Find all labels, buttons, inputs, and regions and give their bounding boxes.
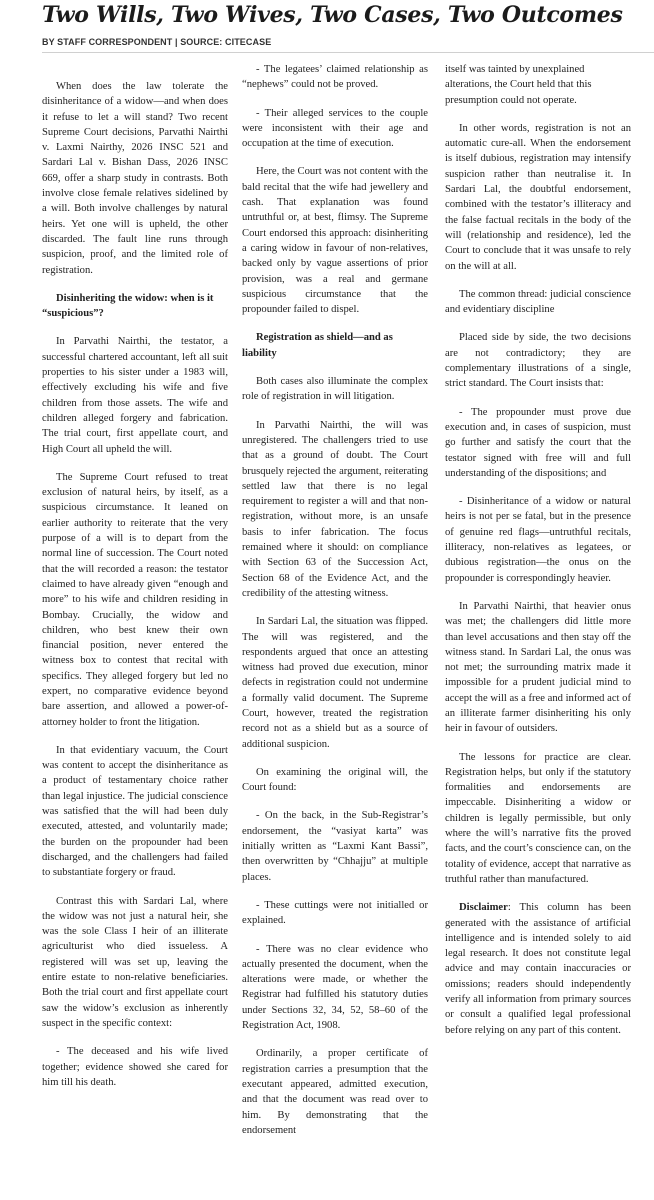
paragraph: Ordinarily, a proper certificate of registration carries a presumption that the executant appeared, admitted execution, and that the document was read over to him. By demonstrating that the endorsement: [242, 1048, 428, 1136]
disclaimer: [445, 900, 631, 1038]
section-heading: Registration as shield—and as liability: [242, 332, 393, 359]
disclaimer-text: : This column has been generated with the assistance of artificial intelligence and is intended solely to aid legal research. It does not constitute legal advice and may contain inaccuracies or omissions; readers should independently verify all information from primary sources or consult a qualified legal professional before relying on any part of this content.: [445, 902, 631, 1036]
paragraph: Placed side by side, the two decisions are not contradictory; they are complementary illustrations of a single, strict standard. The Court insists that:: [445, 332, 631, 390]
paragraph: When does the law tolerate the disinheritance of a widow—and when does it refuse to let a will stand? Two recent Supreme Court decisions, Parvathi Nairthi v. Laxmi Nairthy, 2026 INSC 521 and Sardari Lal v. Bishan Dass, 2026 INSC 669, offer a sharp study in contrasts. Both involve close female relatives sidelined by a will. Both involve challenges by natural heirs. Yet one will is upheld, the other discarded. The fault line runs through suspicion, proof, and the limited role of registration.: [42, 81, 228, 276]
article-headline: Two Wills, Two Wives, Two Cases, Two Outcomes: [42, 2, 623, 28]
paragraph: The common thread: judicial conscience and evidentiary discipline: [445, 288, 631, 316]
paragraph: In that evidentiary vacuum, the Court was content to accept the disinheritance as a product of testamentary choice rather than legal injustice. The judicial conscience was satisfied that the will had been duly executed, attested, and voluntarily made; the burden on the propounder had been discharged, and the challengers had failed to substantiate forgery or fraud.: [42, 744, 228, 879]
disclaimer-label: Disclaimer: [459, 902, 508, 914]
paragraph: Contrast this with Sardari Lal, where the widow was not just a natural heir, she was the sole Class I heir of an illiterate agriculturist who died issueless. A registered will was set up, leaving the entire estate to non-relative beneficiaries. Both the trial court and first appellate court saw the widow’s exclusion as inherently suspect in the specific context:: [42, 895, 228, 1029]
bullet-paragraph: - The propounder must prove due execution and, in cases of suspicion, must go further and satisfy the court that the testator signed with free will and full understanding of the dispositions; and: [445, 406, 631, 479]
bullet-paragraph: - The legatees’ claimed relationship as “nephews” could not be proved.: [242, 64, 428, 91]
paragraph: In other words, registration is not an automatic cure-all. When the endorsement is itself dubious, registration may intensify suspicion rather than neutralise it. In Sardari Lal, the doubtful endorsement, combined with the testator’s illiteracy and the false factual recitals in the body of the will (relationship and residence), led the Court to conclude that it was unsafe to rely on the will at all.: [445, 122, 631, 272]
header-divider: [42, 52, 654, 53]
article-column-2: [242, 62, 428, 1151]
paragraph: In Sardari Lal, the situation was flipped. The will was registered, and the respondents argued that once an attesting witness had proved due execution, minor defects in registration could not undermine a formally valid document. The Supreme Court, however, treated the registration record not as a shield but as a source of additional suspicion.: [242, 616, 428, 750]
article-column-1: [42, 79, 228, 1103]
article-byline: BY STAFF CORRESPONDENT | SOURCE: CITECASE: [42, 37, 272, 47]
article-column-3: [445, 62, 631, 1051]
paragraph: In Parvathi Nairthi, the testator, a successful chartered accountant, left all suit properties to his sister under a 1983 will, effectively excluding his wife and five children from those assets. The wife and children alleged forgery and fabrication. The trial court, first appellate court, and High Court all upheld the will.: [42, 336, 228, 455]
bullet-paragraph: - Disinheritance of a widow or natural heirs is not per se fatal, but in the presence of genuine red flags—untruthful recitals, illiteracy, non-relatives as legatees, or dubious registration—the onus on the propounder is correspondingly heavier.: [445, 496, 631, 584]
bullet-paragraph: - On the back, in the Sub-Registrar’s endorsement, the “vasiyat karta” was initially written as “Laxmi Kant Bassi”, then overwritten by “Chhajju” at multiple places.: [242, 810, 428, 883]
bullet-paragraph: - Their alleged services to the couple were inconsistent with their age and occupation at the time of execution.: [242, 107, 428, 150]
paragraph-continuation: itself was tainted by unexplained alterations, the Court held that this presumption could not operate.: [445, 64, 592, 106]
paragraph: Here, the Court was not content with the bald recital that the wife had jewellery and cash. That explanation was found untruthful or, at best, flimsy. The Supreme Court endorsed this approach: disinheriting a caring widow in favour of non-relatives, backed only by vague assertions of prior provision, was a real and germane suspicious circumstance that the propounder failed to dispel.: [242, 166, 428, 316]
paragraph: In Parvathi Nairthi, that heavier onus was met; the challengers did little more than level accusations and then stay off the witness stand. In Sardari Lal, the onus was not met; the surrounding matrix made it impossible for a prudent judicial mind to accept the will as a free and informed act of an illiterate farmer disinheriting his only heir in favour of outsiders.: [445, 600, 631, 735]
paragraph: The Supreme Court refused to treat exclusion of natural heirs, by itself, as a suspicious circumstance. It leaned on earlier authority to reiterate that the very purpose of a will is to depart from the normal line of succession. The Court noted that the will recorded a reason: the testator claimed to have already given “enough and more” to his wife and children residing in Bombay. Crucially, the widow and children, who best knew their own financial position, never entered the witness box to contest that recital with specifics. They alleged forgery but led no expert, no comparative evidence beyond bare assertion, and allowed a power-of-attorney holder to front the litigation.: [42, 471, 228, 728]
bullet-paragraph: - The deceased and his wife lived together; evidence showed she cared for him till his death.: [42, 1046, 228, 1088]
section-heading: Disinheriting the widow: when is it “suspicious”?: [42, 292, 214, 320]
paragraph: On examining the original will, the Court found:: [242, 766, 428, 794]
paragraph: In Parvathi Nairthi, the will was unregistered. The challengers tried to use that as a ground of doubt. The Court brusquely rejected the argument, reiterating settled law that there is no legal requirement to register a will and that non-registration, without more, is an unsafe basis to infer fabrication. The focus remained where it should: on compliance with Section 63 of the Succession Act, Section 68 of the Evidence Act, and the credibility of the attesting witness.: [242, 419, 428, 599]
paragraph: Both cases also illuminate the complex role of registration in will litigation.: [242, 376, 428, 403]
bullet-paragraph: - There was no clear evidence who actually presented the document, when the alterations were made, or whether the Registrar had fulfilled his statutory duties under Sections 32, 34, 52, 58–60 of the Registration Act, 1908.: [242, 943, 428, 1032]
paragraph: The lessons for practice are clear. Registration helps, but only if the statutory formalities and endorsements are impeccable. Disinheriting a widow or children is legally permissible, but only where the will’s narrative fits the proved facts, and the court’s conscience can, on the totality of evidence, accept that narrative as truthful rather than manufactured.: [445, 751, 631, 885]
bullet-paragraph: - These cuttings were not initialled or explained.: [242, 899, 428, 927]
